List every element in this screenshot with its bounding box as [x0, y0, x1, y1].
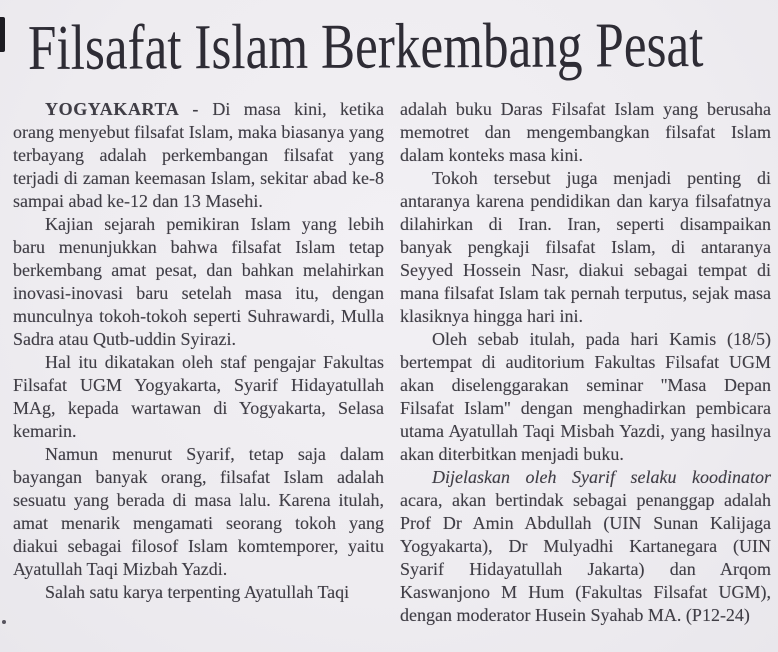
paragraph: Salah satu karya terpenting Ayatullah Taqi: [45, 582, 350, 603]
dateline-city: YOGYAKARTA -: [45, 99, 199, 120]
paragraph-italic-lead: Dijelaskan oleh Syarif selaku koodinator: [432, 467, 771, 488]
paragraph: Kajian sejarah pemikiran Islam yang lebih baru menunjukkan bahwa filsafat Islam tetap berkembang amat pesat, dan bahkan melahirkan inovasi-inovasi baru setelah masa itu, dengan munculnya tokoh-tokoh seperti Suhrawardi, Mulla Sadra atau Qutb-uddin Syirazi.: [13, 214, 384, 350]
article-body: [0, 98, 778, 627]
paragraph: Oleh sebab itulah, pada hari Kamis (18/5) bertempat di auditorium Fakultas Filsafat UGM akan diselenggarakan seminar ''Masa Depan Filsafat Islam'' dengan menghadirkan pembicara utama Ayatullah Taqi Misbah Yazdi, yang hasilnya akan diterbitkan menjadi buku.: [400, 329, 771, 465]
paragraph: Namun menurut Syarif, tetap saja dalam bayangan banyak orang, filsafat Islam adalah sesuatu yang berada di masa lalu. Karena itulah, amat menarik mengamati seorang tokoh yang diakui sebagai filosof Islam komtemporer, yaitu Ayatullah Taqi Mizbah Yazdi.: [13, 444, 384, 580]
paragraph-continuation: adalah buku Daras Filsafat Islam yang berusaha memotret dan mengembangkan filsafat Islam dalam konteks masa kini.: [400, 99, 771, 166]
left-column: [13, 98, 384, 627]
paragraph-text: acara, akan bertindak sebagai penanggap adalah Prof Dr Amin Abdullah (UIN Sunan Kalijaga Yogyakarta), Dr Mulyadhi Kartanegara (UIN Syarif Hidayatullah Jakarta) dan Arqom Kaswanjono M Hum (Fakultas Filsafat UGM), dengan moderator Husein Syahab MA. (P12-24): [400, 490, 771, 626]
paragraph: Tokoh tersebut juga menjadi penting di antaranya karena pendidikan dan karya filsafatnya dilahirkan di Iran. Iran, seperti disampaikan banyak pengkaji filsafat Islam, di antaranya Seyyed Hossein Nasr, diakui sebagai tempat di mana filsafat Islam tak pernah terputus, sejak masa klasiknya hingga hari ini.: [400, 168, 771, 327]
paragraph-dateline: [13, 98, 384, 213]
right-column: [400, 98, 771, 627]
newspaper-clipping: [0, 9, 778, 652]
paragraph: Hal itu dikatakan oleh staf pengajar Fakultas Filsafat UGM Yogyakarta, Syarif Hidayatullah MAg, kepada wartawan di Yogyakarta, Selasa kemarin.: [13, 352, 384, 442]
article-headline: Filsafat Islam Berkembang Pesat: [27, 9, 704, 83]
paragraph-text: Di masa kini, ketika orang menyebut filsafat Islam, maka biasanya yang terbayang adalah perkembangan filsafat yang terjadi di zaman keemasan Islam, sekitar abad ke-8 sampai abad ke-12 dan 13 Masehi.: [13, 99, 385, 212]
scan-artifact: [2, 620, 6, 624]
scan-artifact: [0, 17, 5, 52]
paragraph-closing: [400, 466, 771, 627]
